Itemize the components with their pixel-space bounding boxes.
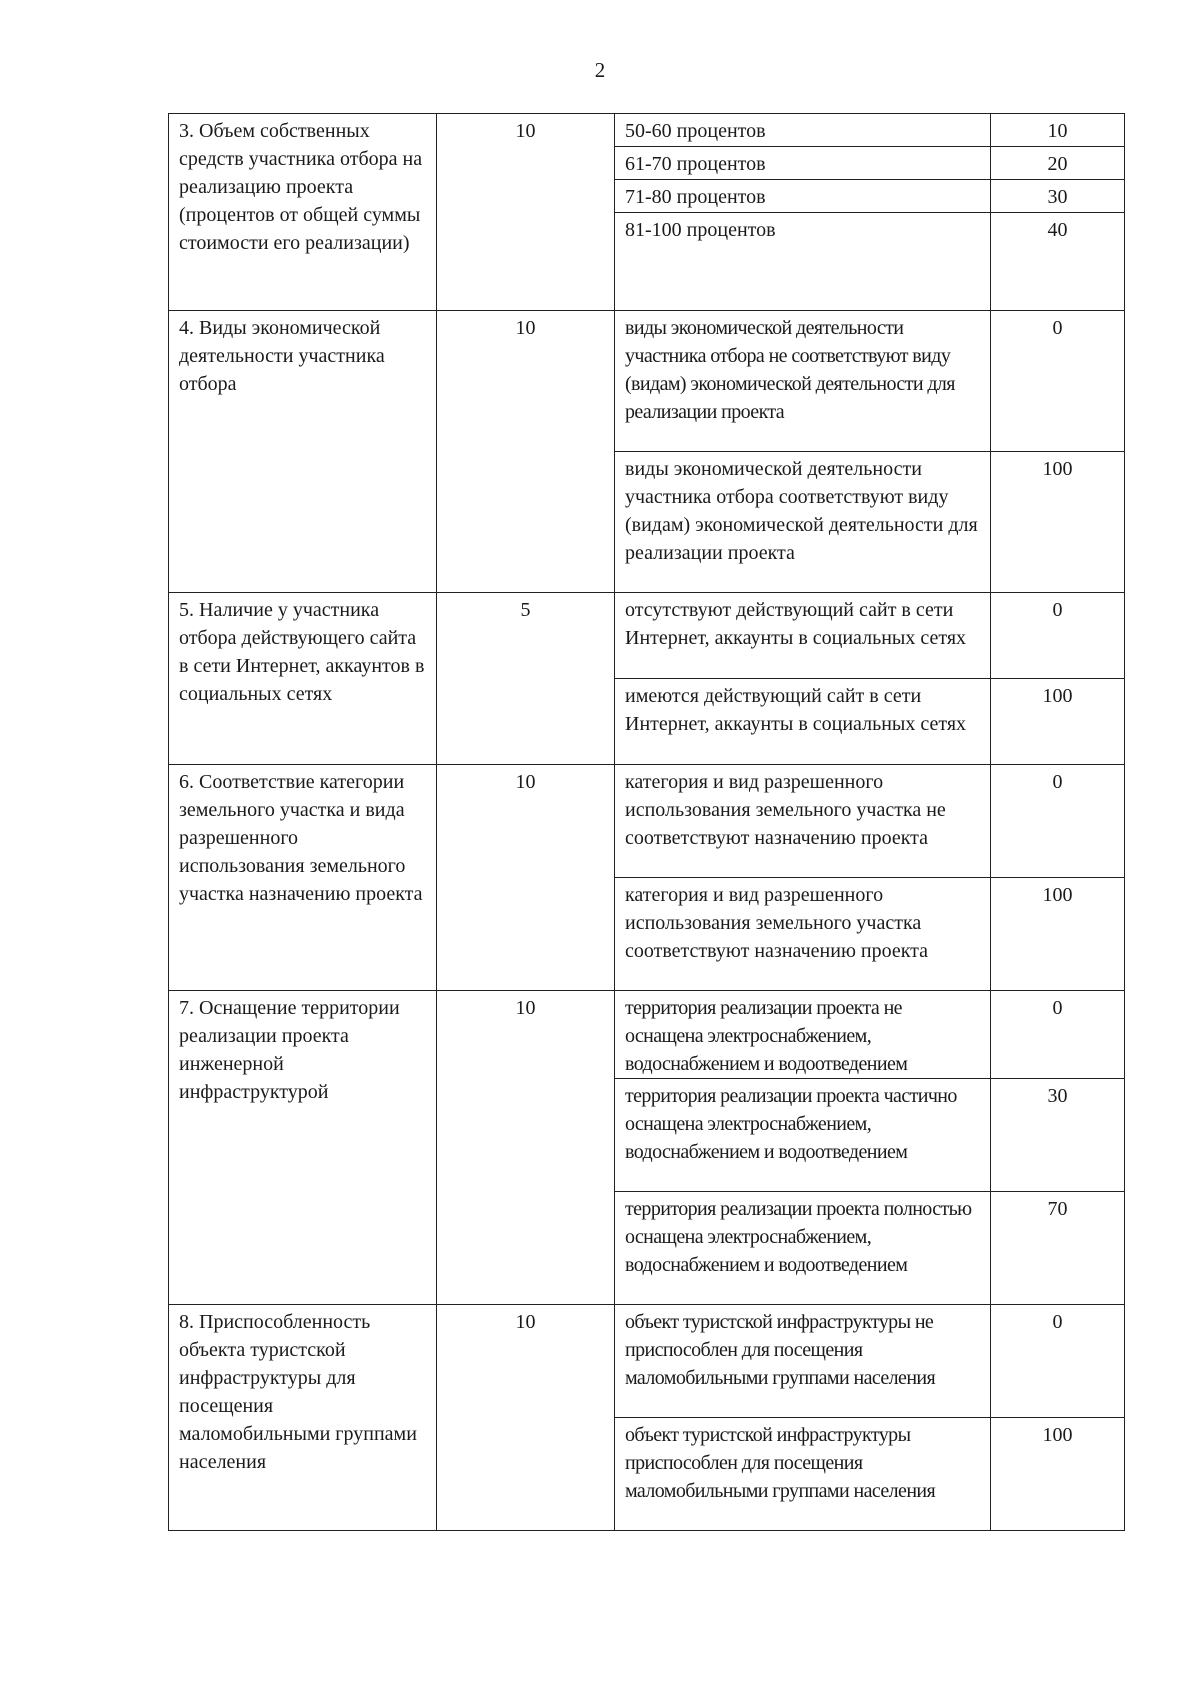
table-row	[169, 311, 1125, 452]
weight-cell: 10	[437, 765, 615, 991]
criteria-table	[168, 113, 1125, 1531]
score-cell: 10	[991, 114, 1125, 147]
score-cell: 100	[991, 878, 1125, 991]
weight-cell: 10	[437, 311, 615, 593]
score-cell: 20	[991, 147, 1125, 180]
option-cell: 50-60 процентов	[615, 114, 991, 147]
weight-cell: 10	[437, 114, 615, 311]
option-cell: виды экономической деятельности участника отбора не соответствуют виду (видам) экономической деятельности для реализации проекта	[615, 311, 991, 452]
score-cell: 30	[991, 180, 1125, 213]
score-cell: 40	[991, 213, 1125, 311]
option-cell: территория реализации проекта не оснащена электроснабжением, водоснабжением и водоотведением	[615, 991, 991, 1079]
score-cell: 0	[991, 593, 1125, 679]
option-cell: 61-70 процентов	[615, 147, 991, 180]
option-cell: объект туристской инфраструктуры приспособлен для посещения маломобильными группами населения	[615, 1418, 991, 1531]
option-cell: 81-100 процентов	[615, 213, 991, 311]
option-cell: 71-80 процентов	[615, 180, 991, 213]
weight-cell: 5	[437, 593, 615, 765]
option-cell: имеются действующий сайт в сети Интернет, аккаунты в социальных сетях	[615, 679, 991, 765]
option-cell: объект туристской инфраструктуры не приспособлен для посещения маломобильными группами населения	[615, 1305, 991, 1418]
criterion-cell: 4. Виды экономической деятельности участника отбора	[169, 311, 437, 593]
table-row	[169, 114, 1125, 147]
option-cell: категория и вид разрешенного использования земельного участка соответствуют назначению проекта	[615, 878, 991, 991]
criterion-cell: 3. Объем собственных средств участника отбора на реализацию проекта (процентов от общей суммы стоимости его реализации)	[169, 114, 437, 311]
weight-cell: 10	[437, 1305, 615, 1531]
criterion-cell: 8. Приспособленность объекта туристской инфраструктуры для посещения маломобильными группами населения	[169, 1305, 437, 1531]
criterion-cell: 7. Оснащение территории реализации проекта инженерной инфраструктурой	[169, 991, 437, 1305]
score-cell: 30	[991, 1079, 1125, 1192]
score-cell: 0	[991, 765, 1125, 878]
table-row	[169, 991, 1125, 1079]
table-row	[169, 765, 1125, 878]
criterion-cell: 6. Соответствие категории земельного участка и вида разрешенного использования земельного участка назначению проекта	[169, 765, 437, 991]
table-row	[169, 1305, 1125, 1418]
score-cell: 70	[991, 1192, 1125, 1305]
option-cell: категория и вид разрешенного использования земельного участка не соответствуют назначению проекта	[615, 765, 991, 878]
score-cell: 100	[991, 679, 1125, 765]
score-cell: 0	[991, 1305, 1125, 1418]
option-cell: территория реализации проекта полностью оснащена электроснабжением, водоснабжением и водоотведением	[615, 1192, 991, 1305]
criterion-cell: 5. Наличие у участника отбора действующего сайта в сети Интернет, аккаунтов в социальных сетях	[169, 593, 437, 765]
option-cell: виды экономической деятельности участника отбора соответствуют виду (видам) экономической деятельности для реализации проекта	[615, 452, 991, 593]
table-row	[169, 593, 1125, 679]
score-cell: 0	[991, 991, 1125, 1079]
option-cell: территория реализации проекта частично оснащена электроснабжением, водоснабжением и водоотведением	[615, 1079, 991, 1192]
page-number: 2	[594, 58, 606, 82]
score-cell: 100	[991, 452, 1125, 593]
score-cell: 100	[991, 1418, 1125, 1531]
score-cell: 0	[991, 311, 1125, 452]
option-cell: отсутствуют действующий сайт в сети Интернет, аккаунты в социальных сетях	[615, 593, 991, 679]
weight-cell: 10	[437, 991, 615, 1305]
